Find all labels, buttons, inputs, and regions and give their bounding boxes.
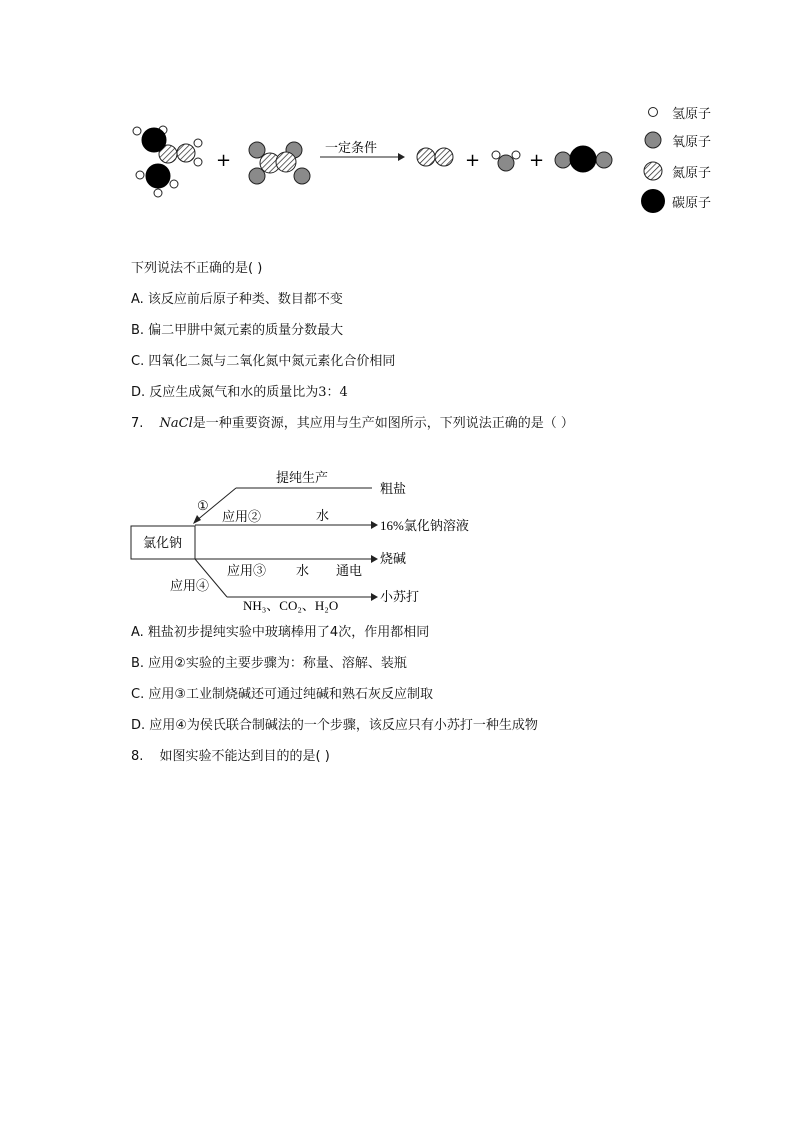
solution-label: 16%氯化钠溶液	[380, 518, 469, 533]
water3-label: 水	[296, 563, 310, 578]
q8-number: 8.	[131, 749, 144, 764]
plus-sign: +	[216, 150, 232, 171]
app3-label: 应用③	[227, 563, 267, 578]
purify-label: 提纯生产	[276, 470, 329, 485]
legend-label: 氢原子	[672, 106, 712, 122]
q7-option-c: C. 应用③工业制烧碱还可通过纯碱和熟石灰反应制取	[131, 687, 433, 702]
water2-label: 水	[316, 508, 330, 523]
nacl-box-label: 氯化钠	[143, 535, 183, 550]
baking-soda-label: 小苏打	[380, 589, 420, 604]
q6-option-d-ratio: 3：4	[318, 385, 348, 400]
caustic-soda-label: 烧碱	[380, 551, 407, 566]
q6-option-a: A. 该反应前后原子种类、数目都不变	[131, 292, 343, 307]
q6-stem: 下列说法不正确的是( )	[131, 261, 263, 276]
reagents-label: NH₃、CO₂、H₂O	[243, 598, 339, 613]
q6-option-b: B. 偏二甲肼中氮元素的质量分数最大	[131, 323, 344, 338]
app2-label: 应用②	[222, 509, 262, 524]
q7-number: 7.	[131, 416, 144, 431]
plus-sign: +	[529, 150, 545, 171]
legend-label: 氮原子	[672, 165, 712, 181]
q6-option-d-text: D. 反应生成氮气和水的质量比为	[131, 385, 319, 400]
crude-salt-label: 粗盐	[380, 481, 407, 496]
plus-sign: +	[465, 150, 481, 171]
step1-label: ①	[197, 498, 209, 513]
q7-option-d: D. 应用④为侯氏联合制碱法的一个步骤，该反应只有小苏打一种生成物	[131, 718, 538, 733]
legend-label: 氧原子	[672, 134, 712, 150]
q7-option-b: B. 应用②实验的主要步骤为：称量、溶解、装瓶	[131, 656, 407, 671]
electric-label: 通电	[336, 563, 363, 578]
reaction-condition: 一定条件	[325, 141, 378, 156]
q7-formula: NaCl	[159, 416, 193, 431]
app4-label: 应用④	[170, 578, 210, 593]
q7-option-a: A. 粗盐初步提纯实验中玻璃棒用了4次，作用都相同	[131, 625, 430, 640]
q7-stem-text: 是一种重要资源，其应用与生产如图所示，下列说法正确的是（ ）	[192, 416, 574, 431]
q8-stem-text: 如图实验不能达到目的的是( )	[159, 749, 330, 764]
q8-stem	[131, 748, 330, 766]
q6-option-c: C. 四氧化二氮与二氧化氮中氮元素化合价相同	[131, 354, 396, 369]
legend-label: 碳原子	[672, 195, 712, 211]
